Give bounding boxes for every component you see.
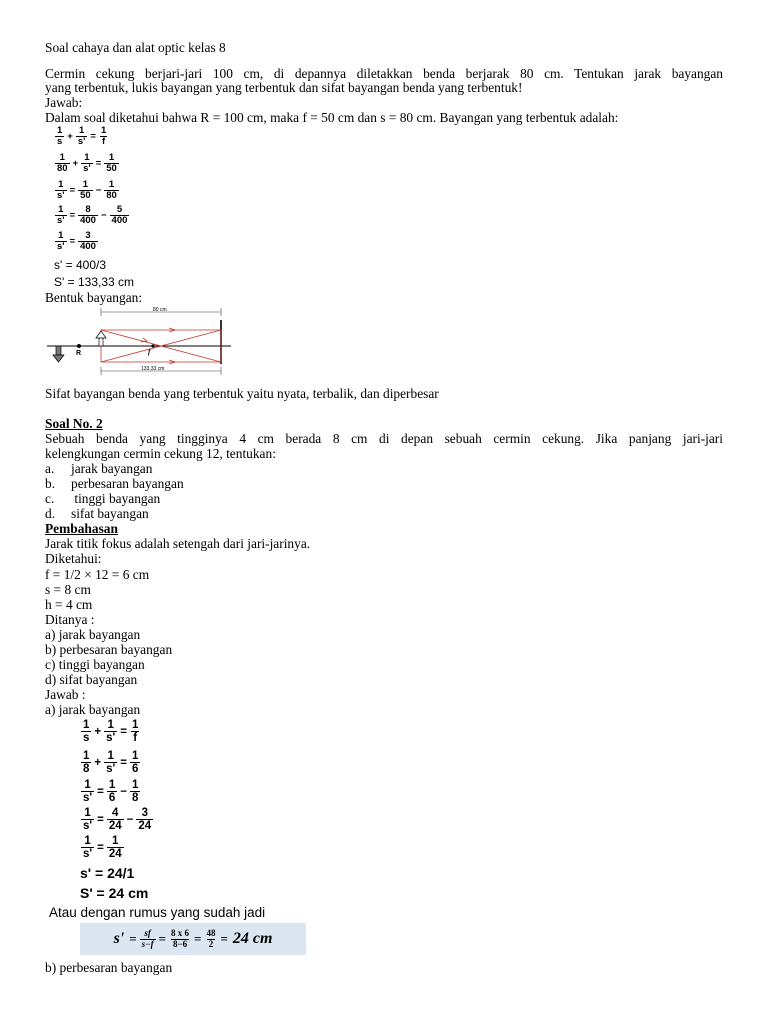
q2-equation-step: $\frac{1}{s'}$ = $\frac{1}{24}$ [83,835,122,861]
image-arrow [53,346,64,362]
list-item: b. perbesaran bayangan [45,476,184,491]
q2-text-line2: kelengkungan cermin cekung 12, tentukan: [45,446,276,461]
dimension-label-top: 80 cm [153,307,167,313]
dimension-label-bottom: 133,33 cm [141,366,165,372]
q1-text-line1: Cermin cekung berjari-jari 100 cm, di depannya diletakkan benda berjarak 80 cm. Tentukan jarak bayangan [45,66,723,81]
q1-equation-step: $\frac{1}{s'}$ = $\frac{1}{50}$ − $\frac{1}{80}$ [57,179,117,201]
q1-result2: S' = 133,33 cm [54,275,135,289]
ray-arrowhead [141,338,147,342]
q1-equation-step: $\frac{1}{s'}$ = $\frac{8}{400}$ − $\frac{5}{400}$ [57,204,128,226]
formula-box: s' = $\frac{sf}{s-f}$ = $\frac{8 x 6}{8-6}$ = $\frac{48}{2}$ = 24 cm [80,923,306,955]
q2-known: h = 4 cm [45,597,93,612]
mirror-ray-diagram [45,306,235,376]
q1-result1: s' = 400/3 [54,258,106,272]
q1-text-line2: yang terbentuk, lukis bayangan yang terbentuk dan sifat bayangan benda yang terbentuk! [45,80,523,95]
q1-given: Dalam soal diketahui bahwa R = 100 cm, maka f = 50 cm dan s = 80 cm. Bayangan yang terbentuk adalah: [45,110,619,125]
q2-ditanya: Ditanya : [45,612,95,627]
q1-jawab: Jawab: [45,95,83,110]
object-arrow [96,331,106,346]
q2-part-a: a) jarak bayangan [45,702,141,717]
q2-equation-step: $\frac{1}{8}$ + $\frac{1}{s'}$ = $\frac{1}{6}$ [83,750,139,776]
pembahasan-heading: Pembahasan [45,521,118,536]
q2-known: f = 1/2 × 12 = 6 cm [45,567,150,582]
q1-equation-step: $\frac{1}{80}$ + $\frac{1}{s'}$ = $\frac{1}{50}$ [57,152,117,174]
q2-asked: c) tinggi bayangan [45,657,145,672]
q2-asked: d) sifat bayangan [45,672,138,687]
q2-asked: a) jarak bayangan [45,627,141,642]
list-item: a. jarak bayangan [45,461,153,476]
q1-sifat: Sifat bayangan benda yang terbentuk yaitu nyata, terbalik, dan diperbesar [45,386,439,401]
list-item: d. sifat bayangan [45,506,149,521]
label-f: f [148,348,151,356]
q2-result2: S' = 24 cm [80,885,149,901]
q1-equation-step: $\frac{1}{s}$ + $\frac{1}{s'}$ = $\frac{1}{f}$ [57,125,107,147]
label-r: R [76,350,82,357]
q2-fokus: Jarak titik fokus adalah setengah dari jari-jarinya. [45,536,311,551]
q2-alt-text: Atau dengan rumus yang sudah jadi [49,905,266,920]
q2-result1: s' = 24/1 [80,865,135,881]
q1-bentuk: Bentuk bayangan: [45,290,143,305]
q2-text-line1: Sebuah benda yang tingginya 4 cm berada 8 cm di depan sebuah cermin cekung. Jika panjang jari-jari [45,431,723,446]
q2-diketahui: Diketahui: [45,551,102,566]
q2-equation-step: $\frac{1}{s'}$ = $\frac{4}{24}$ − $\frac{3}{24}$ [83,807,152,833]
q2-equation-step: $\frac{1}{s}$ + $\frac{1}{s'}$ = $\frac{1}{f}$ [83,719,139,745]
q2-part-b: b) perbesaran bayangan [45,960,173,975]
document-title: Soal cahaya dan alat optic kelas 8 [45,40,226,55]
list-item: c. tinggi bayangan [45,491,161,506]
point-f [151,344,154,347]
q2-equation-step: $\frac{1}{s'}$ = $\frac{1}{6}$ − $\frac{1}{8}$ [83,779,139,805]
point-r [77,344,81,348]
q2-asked: b) perbesaran bayangan [45,642,173,657]
q2-jawab: Jawab : [45,687,86,702]
q2-heading: Soal No. 2 [45,416,103,431]
q2-known: s = 8 cm [45,582,91,597]
q1-equation-step: $\frac{1}{s'}$ = $\frac{3}{400}$ [57,230,96,252]
